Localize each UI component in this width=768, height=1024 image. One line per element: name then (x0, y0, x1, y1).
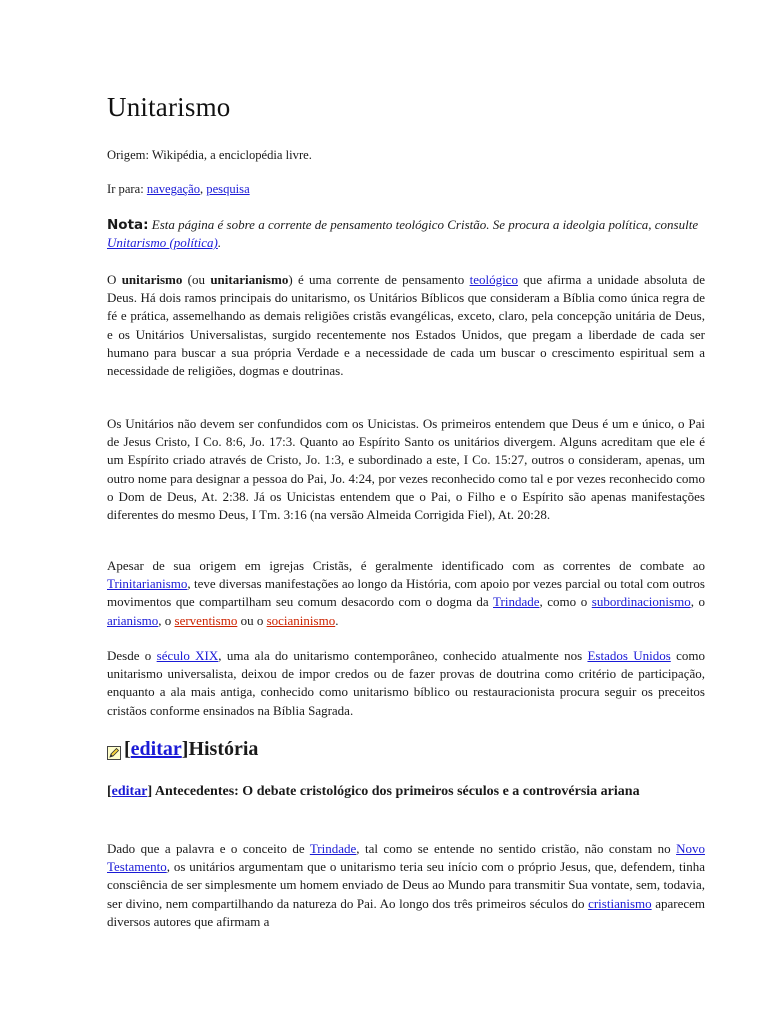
note-label: Nota: (107, 217, 149, 233)
link-seculo-xix[interactable]: século XIX (156, 648, 219, 663)
link-cristianismo[interactable]: cristianismo (588, 895, 652, 911)
link-arianismo[interactable]: arianismo (107, 612, 159, 628)
link-teologico[interactable]: teológico (469, 272, 518, 287)
jump-separator: , (200, 182, 207, 196)
note-link-unitarismo-politica[interactable]: Unitarismo (política) (107, 235, 218, 250)
p1-text-1: O (107, 272, 122, 287)
redlink-serventismo[interactable]: serventismo (174, 612, 238, 628)
subsection-heading-antecedentes (107, 782, 705, 801)
redlink-socianinismo[interactable]: socianinismo (266, 612, 336, 628)
p5-text-3: , os unitários argumentam que o unitarismo teria seu início com o próprio Jesus, que, defendem, tinha consciência de ser simplesmente um homem enviado de Deus ao Mundo para transmitir Sua vontate, sem, todavia, ser divino, nem compartilhando da natureza do Pai. Ao longo dos três primeiros séculos do (107, 859, 705, 911)
search-link[interactable]: pesquisa (206, 182, 250, 196)
jump-to-line (107, 182, 250, 197)
p3-text-3: , como o (539, 594, 592, 610)
subsection-edit-link[interactable]: editar (111, 784, 148, 799)
link-novo-testamento[interactable]: Novo Testamento (107, 841, 705, 875)
p5-text-1: Dado que a palavra e o conceito de (107, 841, 310, 856)
link-trindade[interactable]: Trindade (493, 594, 540, 610)
p4-text-2: , uma ala do unitarismo contemporâneo, conhecido atualmente nos (218, 648, 588, 663)
note-body: Esta página é sobre a corrente de pensamento teológico Cristão. Se procura a ideolgia política, consulte (148, 217, 699, 232)
p1-text-2: (ou (182, 272, 211, 287)
pencil-edit-icon[interactable] (107, 743, 121, 757)
p5-text-2: , tal como se entende no sentido cristão, não constam no (356, 841, 677, 856)
section-edit-link[interactable]: editar (130, 738, 182, 760)
page-title: Unitarismo (107, 92, 231, 122)
origin-line: Origem: Wikipédia, a enciclopédia livre. (107, 148, 312, 162)
note-text (107, 217, 698, 250)
link-trinitarianismo[interactable]: Trinitarianismo (107, 576, 188, 592)
p1-text-4: que afirma a unidade absoluta de Deus. Há dois ramos principais do unitarismo, os Unitários Bíblicos que consideram a Bíblia como única regra de fé e prática, assemelhando as demais religiões cristãs evangélicas, exceto, claro, pela concepção unitária de Deus, e os Unitários Universalistas, surgido recentemente nos Estados Unidos, que pregam a liberdade de cada ser humano para buscar a sua própria Verdade e a necessidade de cada um buscar o crescimento espiritual sem a necessidade de religiões, dogmas e doutrinas. (107, 272, 705, 379)
p4-text-1: Desde o (107, 648, 157, 663)
p3-text-7: . (335, 612, 339, 628)
paragraph-seculo-xix (107, 647, 705, 720)
p3-text-6: ou o (237, 612, 267, 628)
section-heading-historia (107, 738, 258, 761)
paragraph-intro (107, 271, 705, 380)
paragraph-trindade (107, 840, 705, 931)
subsection-bracket-close: ] (147, 784, 155, 799)
disambiguation-note (107, 216, 705, 252)
p3-text-4: , o (690, 594, 705, 610)
p1-text-3: ) é uma corrente de pensamento (288, 272, 470, 287)
section-title: História (188, 738, 259, 760)
paragraph-origem (107, 557, 705, 630)
subsection-bracket-open: [ (107, 784, 112, 799)
section-bracket-close: ] (181, 738, 189, 760)
section-bracket-open: [ (124, 738, 131, 760)
link-subordinacionismo[interactable]: subordinacionismo (591, 594, 691, 610)
p4-text-3: como unitarismo universalista, deixou de impor credos ou de fazer provas de doutrina como critério de participação, enquanto a ala mais antiga, conhecido como unitarismo bíblico ou restauracionista procura seguir os preceitos cristãos conforme ensinados na Bíblia Sagrada. (107, 648, 706, 718)
p1-bold-unitarismo: unitarismo (121, 272, 183, 287)
link-estados-unidos[interactable]: Estados Unidos (587, 648, 671, 663)
p3-text-1: Apesar de sua origem em igrejas Cristãs, é geralmente identificado com as correntes de combate ao (107, 558, 705, 573)
link-trindade-2[interactable]: Trindade (309, 841, 357, 856)
subsection-title: Antecedentes: O debate cristológico dos primeiros séculos e a controvérsia ariana (154, 784, 640, 799)
note-end: . (217, 235, 222, 250)
jump-prefix: Ir para: (107, 182, 147, 196)
p5-text-4: aparecem diversos autores que afirmam a (107, 895, 705, 929)
p1-bold-unitarianismo: unitarianismo (210, 272, 289, 287)
p3-text-5: , o (158, 612, 175, 628)
paragraph-unicistas: Os Unitários não devem ser confundidos com os Unicistas. Os primeiros entendem que Deus é um e único, o Pai de Jesus Cristo, I Co. 8:6, Jo. 17:3. Quanto ao Espírito Santo os unitários divergem. Alguns acreditam que ele é um Espírito criado através de Cristo, Jo. 1:3, e subordinado a este, I Co. 15:27, outros o consideram, apenas, um outro nome para designar a pessoa do Pai, Jo. 4:24, por vezes reconhecido como tal e por vezes reconhecido como o Dom de Deus, At. 2:38. Já os Unicistas entendem que o Pai, o Filho e o Espírito são apenas manifestações diferentes do mesmo Deus, I Tm. 3:16 (na versão Almeida Corrigida Fiel), At. 20:28. (107, 416, 705, 523)
p3-text-2: , teve diversas manifestações ao longo da História, com apoio por vezes parcial ou total com outros movimentos que compartilham seu comum desacordo com o dogma da (107, 576, 705, 610)
navigation-link[interactable]: navegação (146, 182, 200, 196)
